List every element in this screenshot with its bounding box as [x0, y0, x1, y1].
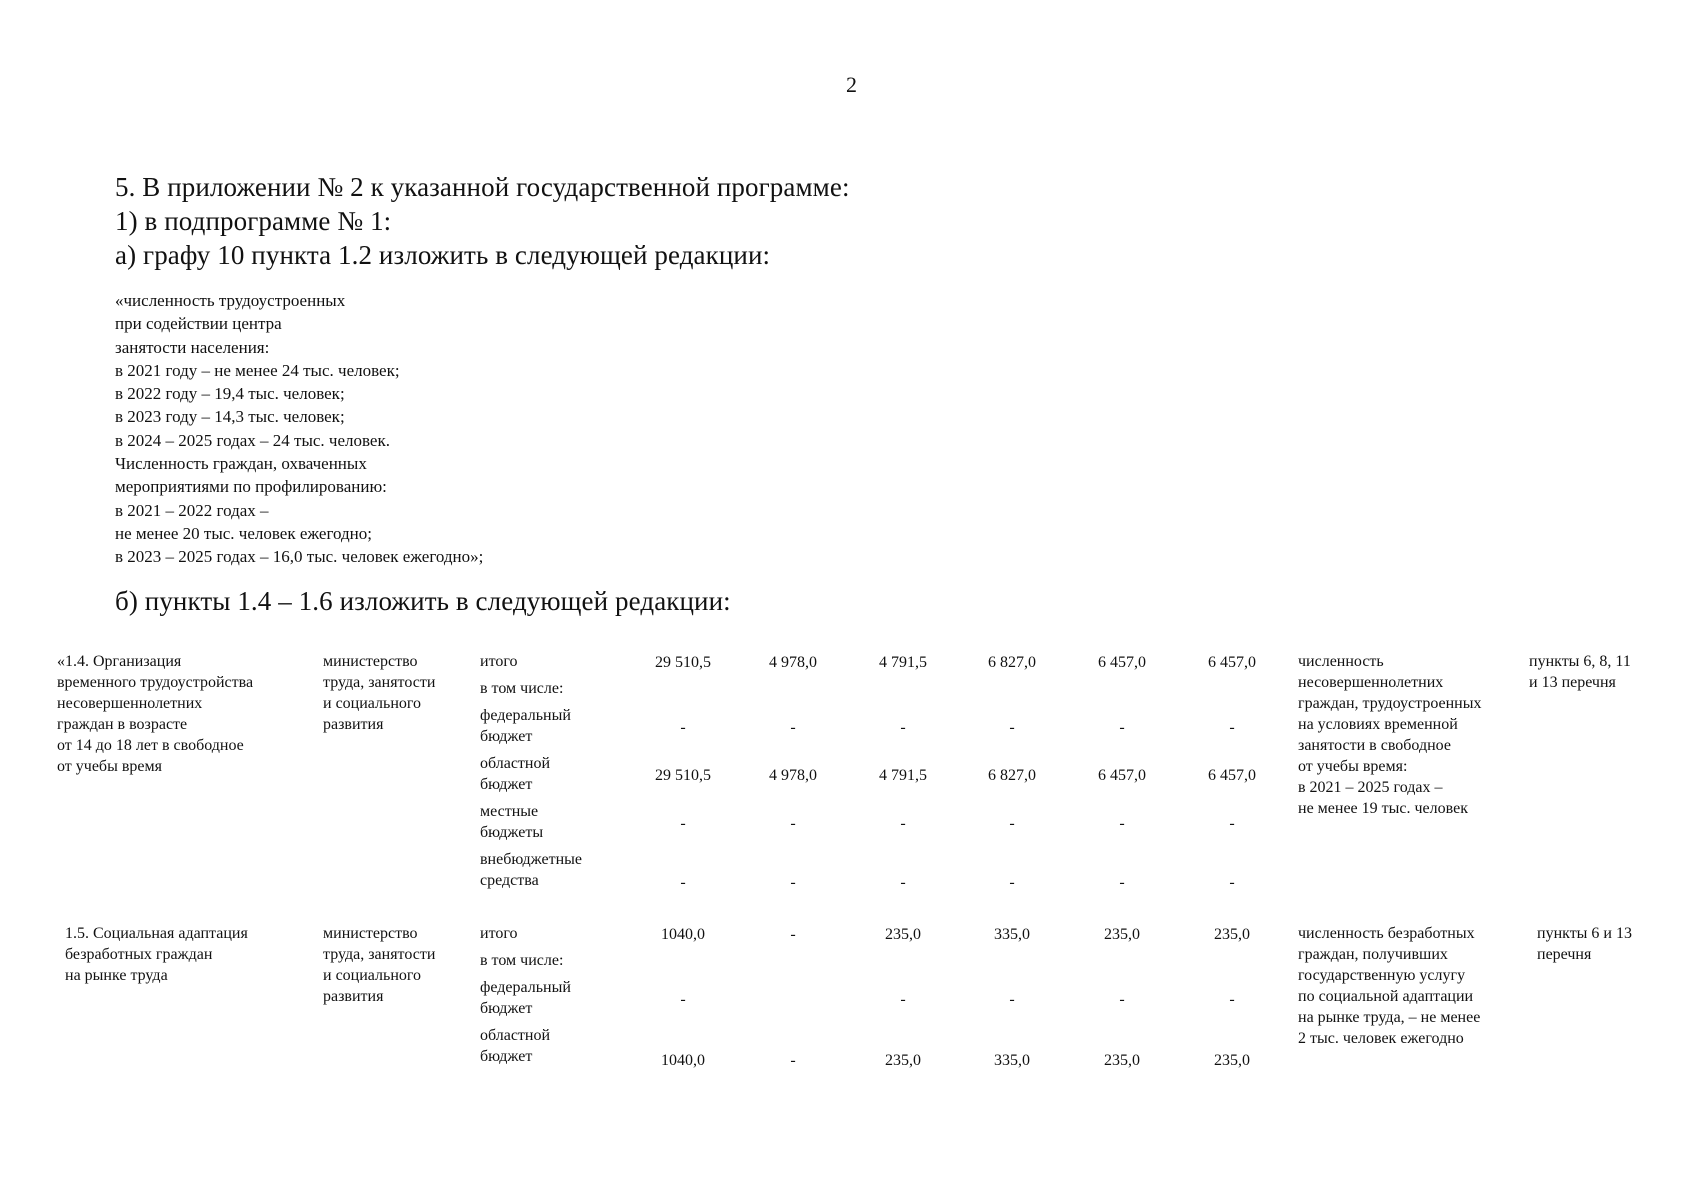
value-cell: - — [900, 991, 906, 1008]
source-line: федеральный — [480, 707, 571, 724]
value-cell: - — [790, 1052, 796, 1069]
quote-line: «численность трудоустроенных — [115, 291, 346, 310]
value-cell: 4 978,0 — [769, 654, 817, 671]
indicator-cell — [1298, 651, 1481, 819]
value-cell: 4 791,5 — [879, 767, 927, 784]
quote-line: при содействии центра — [115, 314, 282, 334]
subprogram-heading: 1) в подпрограмме № 1: — [115, 206, 392, 236]
value-cell: 6 457,0 — [1208, 767, 1256, 784]
item-b-heading: б) пункты 1.4 – 1.6 изложить в следующей редакции: — [115, 586, 731, 616]
reference-line: пункты 6 и 13 — [1537, 925, 1632, 942]
quote-line: Численность граждан, охваченных — [115, 454, 367, 474]
value-cell: 29 510,5 — [655, 654, 711, 671]
source-regional-label — [480, 1025, 550, 1067]
source-extra-label — [480, 849, 582, 891]
source-line: бюджеты — [480, 824, 544, 841]
source-local-label — [480, 801, 543, 843]
value-cell: - — [680, 874, 686, 891]
reference-line: перечня — [1537, 946, 1592, 963]
value-cell: - — [900, 874, 906, 891]
indicator-line: в 2021 – 2025 годах – — [1298, 779, 1443, 796]
executor-line: труда, занятости — [323, 946, 436, 963]
reference-line: пункты 6, 8, 11 — [1529, 653, 1631, 670]
row-name-line: 1.5. Социальная адаптация — [65, 925, 248, 942]
page-number: 2 — [846, 72, 857, 97]
row-name-line: «1.4. Организация — [57, 653, 182, 670]
row-name-line: временного трудоустройства — [57, 674, 254, 691]
executor-cell — [323, 923, 435, 1007]
value-cell: 335,0 — [994, 926, 1030, 943]
value-cell: - — [790, 926, 796, 943]
value-cell: - — [1229, 719, 1235, 736]
quote-line: в 2024 – 2025 годах – 24 тыс. человек. — [115, 430, 390, 450]
indicator-line: не менее 19 тыс. человек — [1298, 800, 1468, 817]
value-cell: - — [680, 815, 686, 832]
source-regional-label — [480, 753, 550, 795]
source-federal-label — [480, 705, 571, 747]
reference-line: и 13 перечня — [1529, 674, 1616, 691]
value-cell: 6 457,0 — [1208, 654, 1256, 671]
row-name-line: безработных граждан — [65, 946, 213, 963]
indicator-line: от учебы время: — [1298, 758, 1408, 775]
value-cell: - — [790, 719, 796, 736]
executor-line: министерство — [323, 925, 418, 942]
value-cell: 4 791,5 — [879, 654, 927, 671]
value-cell: - — [1009, 719, 1015, 736]
value-cell: - — [1119, 815, 1125, 832]
value-cell: 235,0 — [885, 1052, 921, 1069]
row-name-line: от учебы время — [57, 758, 162, 775]
indicator-cell — [1298, 923, 1480, 1049]
indicator-line: на условиях временной — [1298, 716, 1458, 733]
source-line: федеральный — [480, 979, 571, 996]
quoted-indicator-text — [115, 289, 483, 569]
indicator-line: граждан, трудоустроенных — [1298, 695, 1482, 712]
quote-line: в 2022 году – 19,4 тыс. человек; — [115, 384, 345, 404]
quote-line: не менее 20 тыс. человек ежегодно; — [115, 523, 372, 543]
source-total-label: итого — [480, 653, 518, 670]
indicator-line: численность безработных — [1298, 925, 1475, 942]
row-name-line: от 14 до 18 лет в свободное — [57, 737, 244, 754]
row-name-line: граждан в возрасте — [57, 716, 188, 733]
value-cell: - — [790, 874, 796, 891]
quote-line: в 2023 – 2025 годах – 16,0 тыс. человек ежегодно»; — [115, 547, 484, 567]
source-line: бюджет — [480, 776, 533, 793]
value-cell: 235,0 — [885, 926, 921, 943]
row-name-cell — [57, 651, 253, 777]
value-cell: - — [680, 719, 686, 736]
value-cell: - — [790, 815, 796, 832]
value-cell: - — [1229, 874, 1235, 891]
quote-line: мероприятиями по профилированию: — [115, 477, 387, 497]
source-incl-label: в том числе: — [480, 680, 564, 697]
executor-line: и социального — [323, 967, 422, 984]
indicator-line: государственную услугу — [1298, 967, 1466, 984]
value-cell: - — [1009, 874, 1015, 891]
source-line: областной — [480, 1027, 551, 1044]
executor-line: развития — [323, 716, 384, 733]
source-line: местные — [480, 803, 539, 820]
source-line: бюджет — [480, 1000, 533, 1017]
section-heading: 5. В приложении № 2 к указанной государственной программе: — [115, 172, 850, 202]
value-cell: 4 978,0 — [769, 767, 817, 784]
value-cell: - — [900, 719, 906, 736]
value-cell: 1040,0 — [661, 926, 705, 943]
executor-line: министерство — [323, 653, 418, 670]
source-line: бюджет — [480, 1048, 533, 1065]
value-cell: - — [1119, 991, 1125, 1008]
quote-line: в 2021 году – не менее 24 тыс. человек; — [115, 360, 400, 380]
row-name-line: несовершеннолетних — [57, 695, 203, 712]
row-name-cell — [65, 923, 248, 986]
row-name-line: на рынке труда — [65, 967, 168, 984]
value-cell: 235,0 — [1214, 1052, 1250, 1069]
value-cell: - — [1009, 991, 1015, 1008]
executor-cell — [323, 651, 435, 735]
source-line: внебюджетные — [480, 851, 582, 868]
value-cell: 6 827,0 — [988, 767, 1036, 784]
quote-line: в 2021 – 2022 годах – — [115, 500, 269, 520]
value-cell: 335,0 — [994, 1052, 1030, 1069]
source-total-label: итого — [480, 925, 518, 942]
indicator-line: граждан, получивших — [1298, 946, 1448, 963]
value-cell: - — [1229, 815, 1235, 832]
source-line: бюджет — [480, 728, 533, 745]
value-cell: 1040,0 — [661, 1052, 705, 1069]
source-federal-label — [480, 977, 571, 1019]
source-line: средства — [480, 872, 539, 889]
item-a-heading: а) графу 10 пункта 1.2 изложить в следующей редакции: — [115, 240, 771, 270]
source-incl-label: в том числе: — [480, 952, 564, 969]
value-cell: 235,0 — [1104, 1052, 1140, 1069]
quote-line: в 2023 году – 14,3 тыс. человек; — [115, 407, 345, 427]
value-cell: - — [1119, 874, 1125, 891]
executor-line: и социального — [323, 695, 422, 712]
value-cell: - — [1009, 815, 1015, 832]
indicator-line: занятости в свободное — [1298, 737, 1451, 754]
value-cell: - — [900, 815, 906, 832]
value-cell: 6 457,0 — [1098, 654, 1146, 671]
indicator-line: несовершеннолетних — [1298, 674, 1444, 691]
source-line: областной — [480, 755, 551, 772]
reference-cell — [1529, 651, 1631, 693]
value-cell: 235,0 — [1104, 926, 1140, 943]
indicator-line: 2 тыс. человек ежегодно — [1298, 1030, 1464, 1047]
value-cell: - — [1229, 991, 1235, 1008]
quote-line: занятости населения: — [115, 337, 270, 357]
value-cell: 29 510,5 — [655, 767, 711, 784]
value-cell: - — [680, 991, 686, 1008]
value-cell: - — [1119, 719, 1125, 736]
value-cell: 6 457,0 — [1098, 767, 1146, 784]
value-cell: 235,0 — [1214, 926, 1250, 943]
indicator-line: на рынке труда, – не менее — [1298, 1009, 1481, 1026]
indicator-line: численность — [1298, 653, 1384, 670]
executor-line: труда, занятости — [323, 674, 436, 691]
value-cell: 6 827,0 — [988, 654, 1036, 671]
reference-cell — [1537, 923, 1632, 965]
indicator-line: по социальной адаптации — [1298, 988, 1474, 1005]
executor-line: развития — [323, 988, 384, 1005]
